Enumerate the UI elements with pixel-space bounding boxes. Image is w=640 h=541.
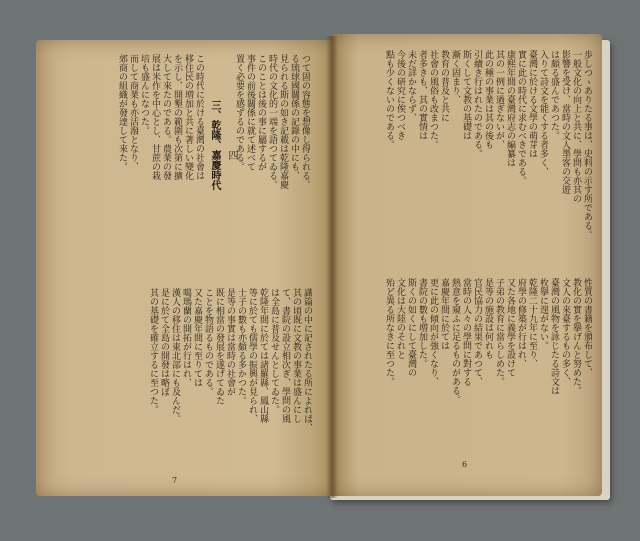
right-page [332,34,602,496]
text-line: 入りて詩文を能くする者多く、 [538,50,548,176]
text-line: 殆ど異る所なきに至つた。 [384,278,394,386]
text-line: 漸く固まり、 [450,50,460,104]
left-bottom-text [94,288,312,458]
text-line: 又た各地に義學を設けて [505,278,515,377]
text-line: 臺灣に於ける文學の萌芽は [527,50,537,158]
text-line: 是等の事實は當時の社會が [225,288,235,396]
text-line: 府學の修築が行はれ、 [516,278,526,368]
text-line: つて固の容態を想像し得られる。 [300,54,310,189]
text-line: 等に於ても儒學の振興が見られ、 [247,288,257,423]
text-line: 文化は大陸のそれと [395,278,405,359]
text-line: 乾隆年間に於ては諸羅縣、鳳山縣 [258,288,268,423]
text-line: て、書院の設立相次ぎ、學問の風 [280,288,290,423]
text-line: 置く必要を感ずるのである。 [234,54,244,171]
text-line: 者多きも、其の實情は [417,50,427,140]
text-line: 教化の實を擧げんと努めた。 [571,278,581,395]
text-line: 是等の施設は何れも [483,278,493,359]
right-bottom-text [348,278,592,458]
left-top-text [232,54,310,284]
text-line: 當時の人々の學問に對する [461,278,471,386]
text-line: 今後の研究に俟つべき [395,50,405,140]
page-number: 6 [462,460,468,469]
section-heading: 三、乾隆、嘉慶時代 [209,100,220,190]
text-line: 未だ詳かならず、 [406,50,416,122]
text-line: は全島に普及せんとしてゐた。 [269,288,279,414]
text-line: 康熙年間の臺灣府志の編纂は [505,50,515,167]
text-line: この時代に於ける臺灣の社會は [194,54,204,180]
text-line: 臺灣の風物を詠じたる詩文は [549,278,559,395]
text-line: は頗る盛んであつた。 [549,50,559,140]
text-line: 又た嘉慶年間に至りては [192,288,202,387]
text-line: 展は米作を中心とし、甘蔗の栽 [150,54,160,180]
text-line: る琉球國關係の記錄の中にも、 [289,54,299,180]
text-line: 時代の文化的一端を語つてゐる。 [267,54,277,189]
text-line: 乾隆二十九年に至り、 [527,278,537,368]
text-line: 實に此の時代に求むべきである。 [516,50,526,185]
text-line: 熱意を窺ふに足るものがある。 [450,278,460,404]
text-line: 大して來たのである。農業の發 [161,54,171,180]
text-line: ことを物語るものである。 [203,288,213,396]
text-line: 點も少くないのである。 [384,50,394,149]
text-line: 枚擧に遑がない。 [538,278,548,350]
left-page [36,40,332,496]
text-line: を示し、開墾の範圍も次第に擴 [172,54,182,180]
text-line: 漢人の移住は東北部にも及んだ。 [170,288,180,423]
text-line: 社會の風俗も改まつた。 [428,50,438,149]
text-line: 而して商業も亦活潑となり、 [128,54,138,171]
text-line: 引續き行はれたのである。 [472,50,482,158]
text-line: 事件の前後關係に就て述べて [245,54,255,171]
text-line: 文人の來臺するもの多く、 [560,278,570,386]
text-line: 移住民の増加と共に著しい變化 [183,54,193,180]
text-line: 是に於て全島の開發は略ぼ [159,288,169,396]
page-number: 7 [172,476,178,485]
book-gutter [326,36,338,498]
text-line: 性質の書籍を頒布して、 [582,278,592,377]
text-line: 一般文化の向上と共に、學問も亦其の [571,50,581,203]
text-line: 既に相當の發展を遂げてゐた [214,288,224,405]
text-line: 更に此の傾向が強くなり、 [428,278,438,386]
text-line: 其の頃既に文教の事業は盛んにし [291,288,301,423]
text-line: 士子の數も亦頗る多かつた。 [236,288,246,405]
text-line: 噶瑪蘭の開拓が行はれ、 [181,288,191,387]
text-line: 見られる斯の如き記載は乾隆嘉慶 [278,54,288,189]
text-line: 此の種の事業は其の後も [483,50,493,149]
text-line: 歩しつゝありたる事は、史料の示す所である。 [582,50,592,239]
text-line: 識篇の中に記されたる所によれば、 [302,288,312,432]
text-line: 影響を受け、當時の文人墨客の交遊 [560,50,570,194]
text-line: 子弟の教育に當らしめた。 [494,278,504,386]
text-line: 其の基礎を確立するに至つた。 [148,288,158,414]
section-number: 四 [226,150,237,160]
left-top-text-2 [96,54,204,284]
text-line: このことは後の事に屬するが [256,54,266,171]
text-line: 教育の普及と共に [439,50,449,122]
right-top-text [348,50,592,272]
text-line: 其の一例に過ぎないが、 [494,50,504,149]
text-line: 培も盛んになつた。 [139,54,149,135]
text-line: 斯くして文教の基礎は [461,50,471,140]
text-line: 書院の數も増加した。 [417,278,427,368]
text-line: 官民協力の結果であつて、 [472,278,482,386]
text-line: 郊商の組織が發達して來た。 [117,54,127,171]
text-line: 斯くの如くにして臺灣の [406,278,416,377]
text-line: 嘉慶年間に於ては [439,278,449,350]
